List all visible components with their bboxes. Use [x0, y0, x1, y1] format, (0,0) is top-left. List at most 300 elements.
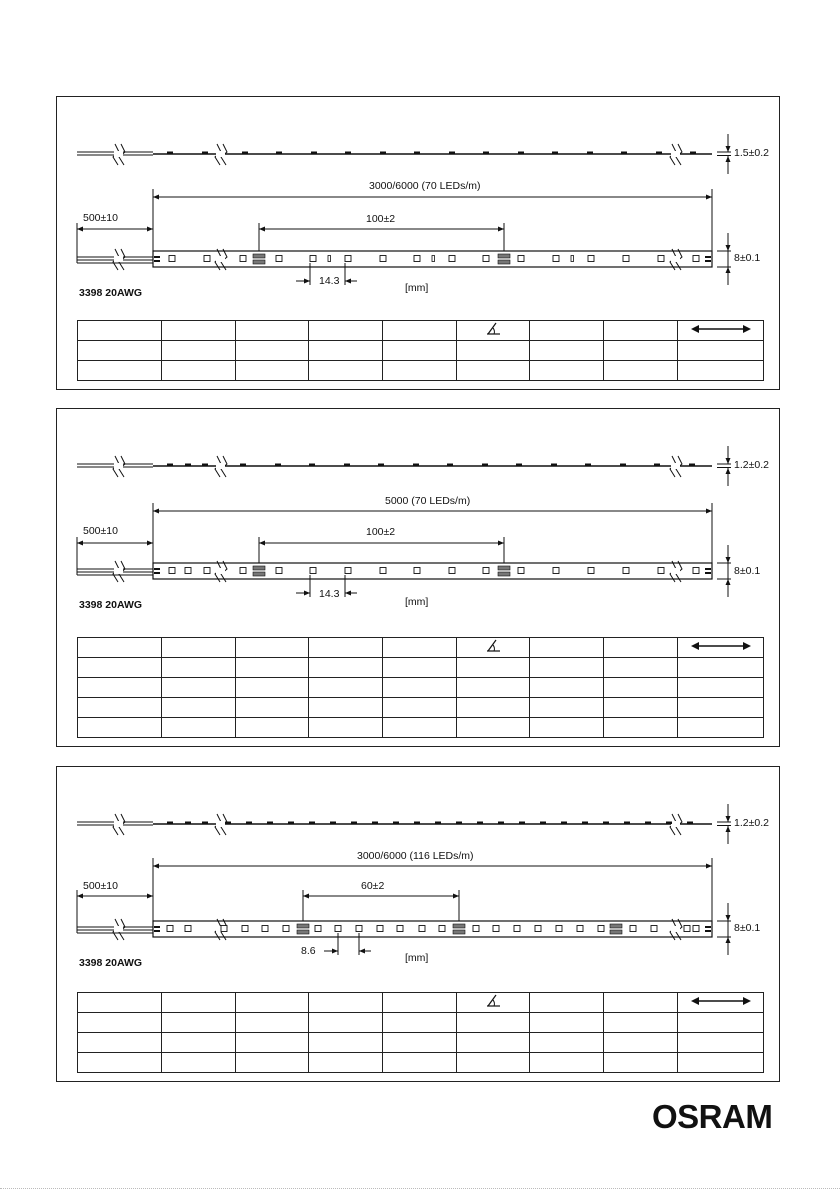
- led-chip: [535, 926, 541, 932]
- side-led-mark: [620, 464, 626, 467]
- side-led-mark: [309, 464, 315, 467]
- cut-pad: [297, 930, 309, 934]
- table-cell: [309, 1053, 383, 1073]
- table-cell: [530, 1053, 604, 1073]
- cut-pitch-label: 100±2: [366, 213, 396, 225]
- arrow-head: [147, 894, 153, 899]
- arrow-head: [726, 156, 731, 162]
- table-cell: [604, 658, 678, 678]
- cut-pitch-label: 100±2: [366, 526, 396, 538]
- led-chip: [623, 256, 629, 262]
- side-led-mark: [275, 464, 281, 467]
- table-cell: [78, 638, 162, 658]
- thickness-label: 1.5±0.2: [734, 147, 769, 159]
- strip-drawing-panel-2: [56, 408, 780, 747]
- led-chip: [310, 256, 316, 262]
- table-cell: [678, 993, 764, 1013]
- side-led-mark: [267, 822, 273, 825]
- side-led-mark: [372, 822, 378, 825]
- strip-break-icon-gap: [216, 568, 225, 574]
- osram-logo: OSRAM: [652, 1098, 773, 1135]
- led-chip: [242, 926, 248, 932]
- table-cell: [309, 718, 383, 738]
- double-arrow-icon: [689, 640, 753, 652]
- resistor: [432, 256, 435, 262]
- table-cell: [530, 678, 604, 698]
- side-led-mark: [483, 152, 489, 155]
- led-chip: [185, 926, 191, 932]
- led-chip: [449, 256, 455, 262]
- lead-length-label: 500±10: [83, 525, 118, 537]
- arrow-head: [726, 579, 731, 585]
- lead-length-label: 500±10: [83, 880, 118, 892]
- side-led-mark: [242, 152, 248, 155]
- led-chip: [276, 568, 282, 574]
- table-row: [78, 698, 764, 718]
- side-led-mark: [621, 152, 627, 155]
- led-chip: [185, 568, 191, 574]
- table-cell: [604, 1053, 678, 1073]
- table-cell: [530, 993, 604, 1013]
- table-cell: [530, 1013, 604, 1033]
- cut-pad: [253, 566, 265, 570]
- cut-pad: [498, 260, 510, 264]
- wire-label: 3398 20AWG: [79, 957, 143, 969]
- side-led-mark: [380, 152, 386, 155]
- led-chip: [483, 256, 489, 262]
- table-cell: [457, 1013, 530, 1033]
- cut-pad: [498, 566, 510, 570]
- table-cell: [309, 993, 383, 1013]
- table-cell: [309, 321, 383, 341]
- arrow-head: [706, 864, 712, 869]
- table-cell: [678, 1013, 764, 1033]
- double-arrow-icon: [689, 323, 753, 335]
- side-led-mark: [624, 822, 630, 825]
- table-cell: [604, 993, 678, 1013]
- strip-drawing-panel-1: [56, 96, 780, 390]
- table-cell: [236, 718, 309, 738]
- solder-pad: [154, 260, 160, 262]
- led-chip: [518, 256, 524, 262]
- side-led-mark: [246, 822, 252, 825]
- width-label: 8±0.1: [734, 922, 761, 934]
- arrow-head: [345, 591, 351, 596]
- table-cell: [236, 321, 309, 341]
- spec-table: [77, 992, 764, 1073]
- solder-pad: [705, 260, 711, 262]
- side-led-mark: [309, 822, 315, 825]
- table-cell: [383, 638, 457, 658]
- led-pitch-label: 14.3: [319, 275, 340, 287]
- side-led-mark: [656, 152, 662, 155]
- side-led-mark: [582, 822, 588, 825]
- table-cell: [162, 678, 236, 698]
- side-led-mark: [435, 822, 441, 825]
- table-cell: [309, 361, 383, 381]
- led-chip: [449, 568, 455, 574]
- side-led-mark: [393, 822, 399, 825]
- table-cell: [604, 638, 678, 658]
- solder-pad: [705, 256, 711, 258]
- table-cell: [162, 321, 236, 341]
- strip-break-icon-gap: [671, 568, 680, 574]
- cut-pad: [297, 924, 309, 928]
- side-led-mark: [276, 152, 282, 155]
- led-chip: [556, 926, 562, 932]
- led-chip: [493, 926, 499, 932]
- led-chip: [283, 926, 289, 932]
- solder-pad: [705, 568, 711, 570]
- side-led-mark: [456, 822, 462, 825]
- table-cell: [236, 1013, 309, 1033]
- strip-break-icon-gap: [216, 151, 225, 157]
- table-cell: [162, 658, 236, 678]
- side-led-mark: [519, 822, 525, 825]
- side-led-mark: [482, 464, 488, 467]
- led-chip: [514, 926, 520, 932]
- strip-break-icon-gap: [671, 926, 680, 932]
- solder-pad: [154, 926, 160, 928]
- table-cell: [604, 1033, 678, 1053]
- arrow-head: [147, 541, 153, 546]
- double-arrow-icon: [689, 995, 753, 1007]
- table-row: [78, 718, 764, 738]
- table-cell: [530, 698, 604, 718]
- table-cell: [678, 1033, 764, 1053]
- table-cell: [604, 698, 678, 718]
- cut-pad: [253, 572, 265, 576]
- table-row: [78, 1053, 764, 1073]
- side-led-mark: [551, 464, 557, 467]
- table-cell: [678, 698, 764, 718]
- table-cell: [78, 718, 162, 738]
- solder-pad: [705, 930, 711, 932]
- side-led-mark: [561, 822, 567, 825]
- table-cell: [604, 321, 678, 341]
- table-cell: [383, 1053, 457, 1073]
- table-cell: [162, 1053, 236, 1073]
- wire-label: 3398 20AWG: [79, 599, 143, 611]
- led-chip: [518, 568, 524, 574]
- table-cell: [162, 698, 236, 718]
- solder-pad: [705, 572, 711, 574]
- arrow-head: [706, 509, 712, 514]
- side-led-mark: [351, 822, 357, 825]
- arrow-head: [259, 541, 265, 546]
- wire-label: 3398 20AWG: [79, 287, 143, 299]
- table-cell: [604, 678, 678, 698]
- cut-pad: [610, 930, 622, 934]
- table-cell: [604, 341, 678, 361]
- side-led-mark: [185, 464, 191, 467]
- table-cell: [678, 1053, 764, 1073]
- table-cell: [457, 678, 530, 698]
- led-chip: [356, 926, 362, 932]
- led-chip: [419, 926, 425, 932]
- side-led-mark: [344, 464, 350, 467]
- table-cell: [383, 698, 457, 718]
- side-led-mark: [585, 464, 591, 467]
- table-cell: [457, 1053, 530, 1073]
- arrow-head: [77, 541, 83, 546]
- arrow-head: [498, 541, 504, 546]
- side-led-mark: [330, 822, 336, 825]
- led-chip: [345, 568, 351, 574]
- table-cell: [530, 1033, 604, 1053]
- led-chip: [204, 256, 210, 262]
- side-led-mark: [311, 152, 317, 155]
- side-led-mark: [225, 822, 231, 825]
- table-row: [78, 1013, 764, 1033]
- led-chip: [577, 926, 583, 932]
- beam-angle-icon: [483, 993, 503, 1009]
- led-chip: [693, 568, 699, 574]
- led-chip: [204, 568, 210, 574]
- arrow-head: [498, 227, 504, 232]
- side-led-mark: [689, 464, 695, 467]
- table-cell: [236, 678, 309, 698]
- table-cell: [457, 361, 530, 381]
- side-led-mark: [345, 152, 351, 155]
- side-led-mark: [540, 822, 546, 825]
- led-chip: [588, 568, 594, 574]
- led-chip: [377, 926, 383, 932]
- table-cell: [383, 321, 457, 341]
- table-cell: [78, 698, 162, 718]
- led-chip: [221, 926, 227, 932]
- led-chip: [473, 926, 479, 932]
- table-cell: [678, 361, 764, 381]
- side-led-mark: [240, 464, 246, 467]
- table-cell: [383, 341, 457, 361]
- table-cell: [309, 698, 383, 718]
- arrow-head: [147, 227, 153, 232]
- side-led-mark: [202, 822, 208, 825]
- led-chip: [169, 568, 175, 574]
- led-chip: [240, 568, 246, 574]
- beam-angle-icon: [483, 638, 503, 654]
- table-cell: [162, 993, 236, 1013]
- table-cell: [236, 361, 309, 381]
- lead-length-label: 500±10: [83, 212, 118, 224]
- table-cell: [78, 361, 162, 381]
- side-led-mark: [477, 822, 483, 825]
- led-chip: [553, 568, 559, 574]
- arrow-head: [359, 949, 365, 954]
- table-row: [78, 341, 764, 361]
- side-led-mark: [498, 822, 504, 825]
- cable-break-icon-gap: [114, 151, 123, 157]
- led-chip: [310, 568, 316, 574]
- arrow-head: [304, 591, 310, 596]
- led-chip: [598, 926, 604, 932]
- table-cell: [457, 341, 530, 361]
- cable-break-icon-gap: [114, 568, 123, 574]
- table-cell: [309, 638, 383, 658]
- table-cell: [678, 321, 764, 341]
- table-cell: [309, 678, 383, 698]
- arrow-head: [153, 195, 159, 200]
- arrow-head: [304, 279, 310, 284]
- table-cell: [162, 718, 236, 738]
- table-cell: [604, 1013, 678, 1033]
- table-cell: [457, 1033, 530, 1053]
- width-label: 8±0.1: [734, 252, 761, 264]
- spec-table: [77, 637, 764, 738]
- table-cell: [236, 341, 309, 361]
- arrow-head: [77, 894, 83, 899]
- table-row: [78, 1033, 764, 1053]
- table-cell: [530, 658, 604, 678]
- cut-pad: [453, 924, 465, 928]
- length-label: 3000/6000 (116 LEDs/m): [357, 850, 474, 862]
- side-led-mark: [413, 464, 419, 467]
- table-cell: [678, 678, 764, 698]
- table-cell: [162, 638, 236, 658]
- table-cell: [309, 1033, 383, 1053]
- side-led-mark: [202, 464, 208, 467]
- solder-pad: [154, 568, 160, 570]
- unit-label: [mm]: [405, 282, 429, 294]
- table-cell: [383, 1033, 457, 1053]
- led-pitch-label: 14.3: [319, 588, 340, 600]
- cut-pad: [453, 930, 465, 934]
- table-cell: [78, 1033, 162, 1053]
- solder-pad: [705, 926, 711, 928]
- side-led-mark: [378, 464, 384, 467]
- table-cell: [236, 993, 309, 1013]
- led-chip: [167, 926, 173, 932]
- arrow-head: [153, 864, 159, 869]
- cable-break-icon-gap: [114, 926, 123, 932]
- arrow-head: [726, 146, 731, 152]
- side-led-mark: [666, 822, 672, 825]
- side-led-mark: [518, 152, 524, 155]
- side-led-mark: [690, 152, 696, 155]
- table-cell: [457, 658, 530, 678]
- cable-break-icon-gap: [114, 256, 123, 262]
- cut-pad: [610, 924, 622, 928]
- side-led-mark: [167, 464, 173, 467]
- table-cell: [457, 698, 530, 718]
- strip-break-icon-gap: [671, 463, 680, 469]
- table-row: [78, 361, 764, 381]
- cut-pad: [498, 254, 510, 258]
- side-led-mark: [516, 464, 522, 467]
- table-cell: [383, 678, 457, 698]
- table-cell: [78, 1013, 162, 1033]
- led-chip: [276, 256, 282, 262]
- table-cell: [78, 678, 162, 698]
- solder-pad: [154, 572, 160, 574]
- table-row: [78, 678, 764, 698]
- table-cell: [678, 341, 764, 361]
- arrow-head: [726, 937, 731, 943]
- strip-break-icon-gap: [216, 256, 225, 262]
- table-cell: [678, 638, 764, 658]
- table-cell: [678, 718, 764, 738]
- led-chip: [345, 256, 351, 262]
- table-row: [78, 658, 764, 678]
- arrow-head: [726, 816, 731, 822]
- table-cell: [383, 658, 457, 678]
- led-chip: [439, 926, 445, 932]
- cable-break-icon-gap: [114, 463, 123, 469]
- side-led-mark: [654, 464, 660, 467]
- table-cell: [309, 1013, 383, 1033]
- led-chip: [658, 256, 664, 262]
- table-cell: [383, 1013, 457, 1033]
- solder-pad: [154, 930, 160, 932]
- led-chip: [588, 256, 594, 262]
- led-chip: [335, 926, 341, 932]
- thickness-label: 1.2±0.2: [734, 459, 769, 471]
- side-led-mark: [552, 152, 558, 155]
- cut-pad: [253, 254, 265, 258]
- led-chip: [623, 568, 629, 574]
- strip-break-icon-gap: [671, 151, 680, 157]
- led-pitch-label: 8.6: [301, 945, 316, 957]
- led-chip: [414, 256, 420, 262]
- led-chip: [630, 926, 636, 932]
- table-cell: [604, 718, 678, 738]
- led-chip: [651, 926, 657, 932]
- strip-break-icon-gap: [671, 821, 680, 827]
- table-cell: [236, 698, 309, 718]
- side-led-mark: [202, 152, 208, 155]
- spec-table: [77, 320, 764, 381]
- table-cell: [162, 1013, 236, 1033]
- side-led-mark: [447, 464, 453, 467]
- arrow-head: [259, 227, 265, 232]
- length-label: 5000 (70 LEDs/m): [385, 495, 471, 507]
- side-led-mark: [167, 152, 173, 155]
- side-led-mark: [687, 822, 693, 825]
- side-led-mark: [185, 822, 191, 825]
- led-chip: [483, 568, 489, 574]
- table-cell: [604, 361, 678, 381]
- resistor: [328, 256, 331, 262]
- arrow-head: [303, 894, 309, 899]
- strip-break-icon-gap: [216, 463, 225, 469]
- table-cell: [236, 638, 309, 658]
- table-cell: [162, 1033, 236, 1053]
- side-led-mark: [603, 822, 609, 825]
- table-cell: [236, 1033, 309, 1053]
- arrow-head: [453, 894, 459, 899]
- table-cell: [78, 993, 162, 1013]
- arrow-head: [332, 949, 338, 954]
- arrow-head: [726, 915, 731, 921]
- solder-pad: [154, 256, 160, 258]
- table-cell: [78, 321, 162, 341]
- strip-drawing-panel-3: [56, 766, 780, 1082]
- table-cell: [383, 718, 457, 738]
- table-cell: [530, 361, 604, 381]
- led-chip: [693, 256, 699, 262]
- width-label: 8±0.1: [734, 565, 761, 577]
- beam-angle-icon: [483, 321, 503, 337]
- table-cell: [457, 718, 530, 738]
- unit-label: [mm]: [405, 952, 429, 964]
- strip-break-icon-gap: [671, 256, 680, 262]
- led-chip: [315, 926, 321, 932]
- side-led-mark: [288, 822, 294, 825]
- side-led-mark: [414, 822, 420, 825]
- table-cell: [162, 341, 236, 361]
- arrow-head: [153, 509, 159, 514]
